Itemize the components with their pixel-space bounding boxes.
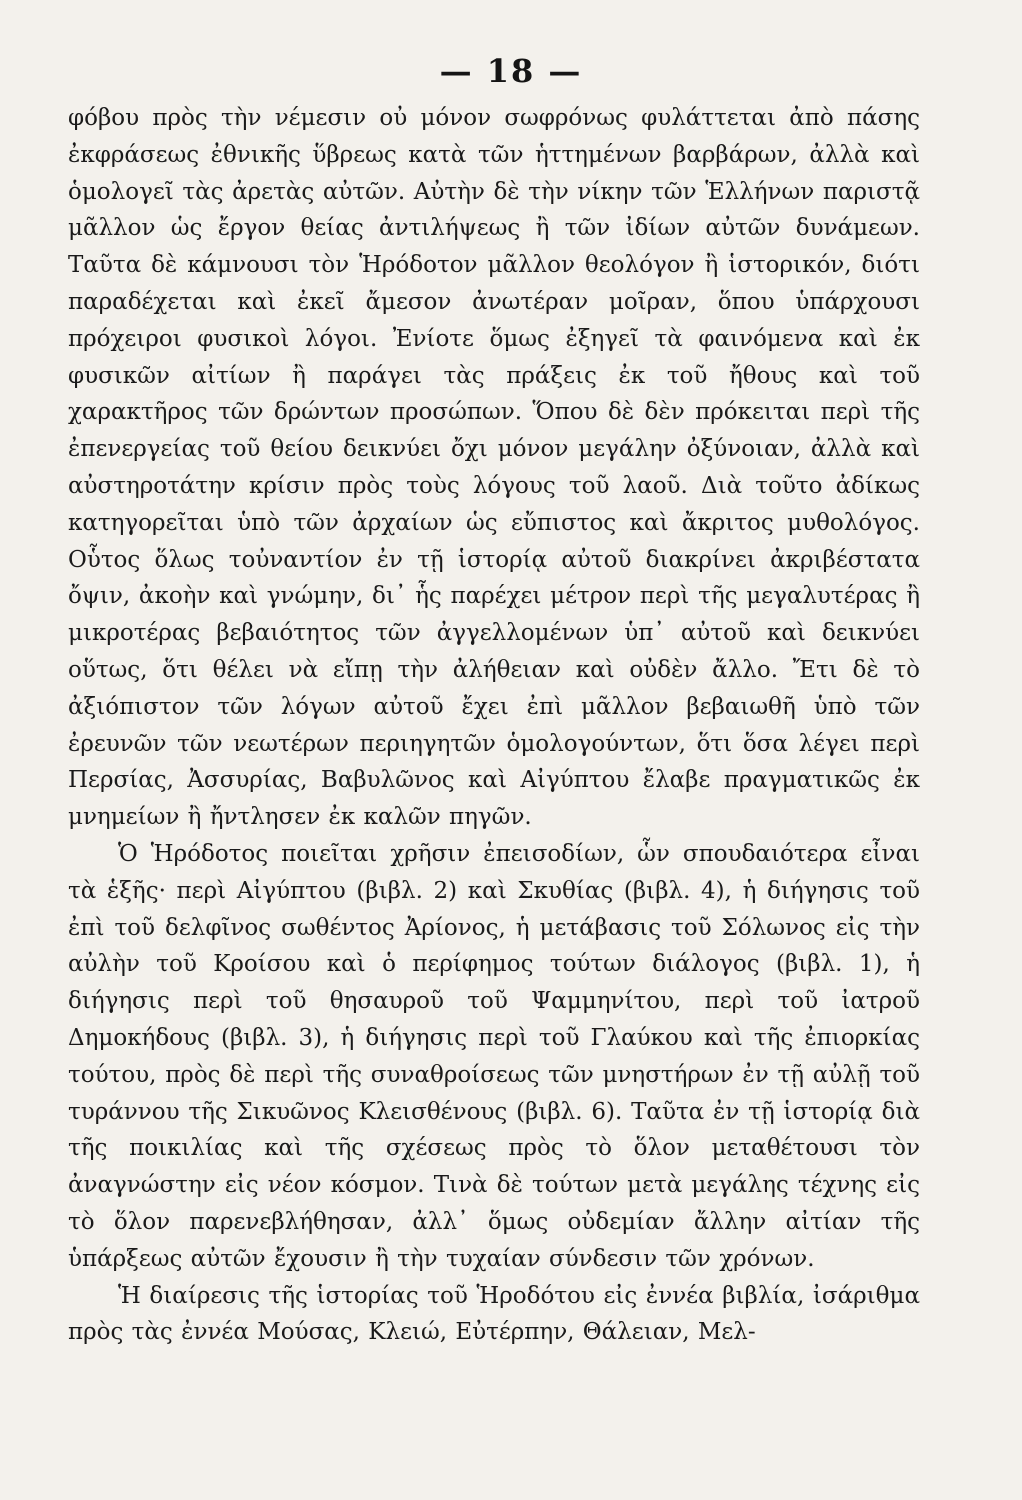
paragraph-3: Ἡ διαίρεσις τῆς ἱστορίας τοῦ Ἡροδότου εἰς ἐννέα βιβλία, ἰσάριθμα πρὸς τὰς ἐννέα Μούσας, Κλειώ, Εὐτέρπην, Θάλειαν, Μελ- xyxy=(68,1282,920,1346)
paragraph-1: φόβου πρὸς τὴν νέμεσιν οὐ μόνον σωφρόνως φυλάττεται ἀπὸ πάσης ἐκφράσεως ἐθνικῆς ὕβρεως κατὰ τῶν ἡττημένων βαρβάρων, ἀλλὰ καὶ ὁμολογεῖ τὰς ἀρετὰς αὐτῶν. Αὐτὴν δὲ τὴν νίκην τῶν Ἑλλήνων παριστᾷ μᾶλλον ὡς ἔργον θείας ἀντιλήψεως ἢ τῶν ἰδίων αὐτῶν δυνάμεων. Ταῦτα δὲ κάμνουσι τὸν Ἡρόδοτον μᾶλλον θεολόγον ἢ ἱστορικόν, διότι παραδέχεται καὶ ἐκεῖ ἄμεσον ἀνωτέραν μοῖραν, ὅπου ὑπάρχουσι πρόχειροι φυσικοὶ λόγοι. Ἐνίοτε ὅμως ἐξηγεῖ τὰ φαινόμενα καὶ ἐκ φυσικῶν αἰτίων ἢ παράγει τὰς πράξεις ἐκ τοῦ ἤθους καὶ τοῦ χαρακτῆρος τῶν δρώντων προσώπων. Ὅπου δὲ δὲν πρόκειται περὶ τῆς ἐπενεργείας τοῦ θείου δεικνύει ὄχι μόνον μεγάλην ὀξύνοιαν, ἀλλὰ καὶ αὐστηροτάτην κρίσιν πρὸς τοὺς λόγους τοῦ λαοῦ. Διὰ τοῦτο ἀδίκως κατηγορεῖται ὑπὸ τῶν ἀρχαίων ὡς εὔπιστος καὶ ἄκριτος μυθολόγος. Οὗτος ὅλως τοὐναντίον ἐν τῇ ἱστορίᾳ αὐτοῦ διακρίνει ἀκριβέστατα ὄψιν, ἀκοὴν καὶ γνώμην, δι᾽ ἧς παρέχει μέτρον περὶ τῆς μεγαλυτέρας ἢ μικροτέρας βεβαιότητος τῶν ἀγγελλομένων ὑπ᾽ αὐτοῦ καὶ δεικνύει οὕτως, ὅτι θέλει νὰ εἴπῃ τὴν ἀλήθειαν καὶ οὐδὲν ἄλλο. Ἔτι δὲ τὸ ἀξιόπιστον τῶν λόγων αὐτοῦ ἔχει ἐπὶ μᾶλλον βεβαιωθῆ ὑπὸ τῶν ἐρευνῶν τῶν νεωτέρων περιηγητῶν ὁμολογούντων, ὅτι ὅσα λέγει περὶ Περσίας, Ἀσσυρίας, Βαβυλῶνος καὶ Αἰγύπτου ἔλαβε πραγματικῶς ἐκ μνημείων ἢ ἤντλησεν ἐκ καλῶν πηγῶν. xyxy=(68,105,920,831)
paragraph-2: Ὁ Ἡρόδοτος ποιεῖται χρῆσιν ἐπεισοδίων, ὧν σπουδαιότερα εἶναι τὰ ἑξῆς· περὶ Αἰγύπτου (βιβλ. 2) καὶ Σκυθίας (βιβλ. 4), ἡ διήγησις τοῦ ἐπὶ τοῦ δελφῖνος σωθέντος Ἀρίονος, ἡ μετάβασις τοῦ Σόλωνος εἰς τὴν αὐλὴν τοῦ Κροίσου καὶ ὁ περίφημος τούτων διάλογος (βιβλ. 1), ἡ διήγησις περὶ τοῦ θησαυροῦ τοῦ Ψαμμηνίτου, περὶ τοῦ ἰατροῦ Δημοκήδους (βιβλ. 3), ἡ διήγησις περὶ τοῦ Γλαύκου καὶ τῆς ἐπιορκίας τούτου, πρὸς δὲ περὶ τῆς συναθροίσεως τῶν μνηστήρων ἐν τῇ αὐλῇ τοῦ τυράννου τῆς Σικυῶνος Κλεισθένους (βιβλ. 6). Ταῦτα ἐν τῇ ἱστορίᾳ διὰ τῆς ποικιλίας καὶ τῆς σχέσεως πρὸς τὸ ὅλον μεταθέτουσι τὸν ἀναγνώστην εἰς νέον κόσμον. Τινὰ δὲ τούτων μετὰ μεγάλης τέχνης εἰς τὸ ὅλον παρενεβλήθησαν, ἀλλ᾽ ὅμως οὐδεμίαν ἄλλην αἰτίαν τῆς ὑπάρξεως αὐτῶν ἔχουσιν ἢ τὴν τυχαίαν σύνδεσιν τῶν χρόνων. xyxy=(68,840,920,1272)
page-number: — 18 — xyxy=(439,52,583,90)
body-text xyxy=(68,100,920,1351)
